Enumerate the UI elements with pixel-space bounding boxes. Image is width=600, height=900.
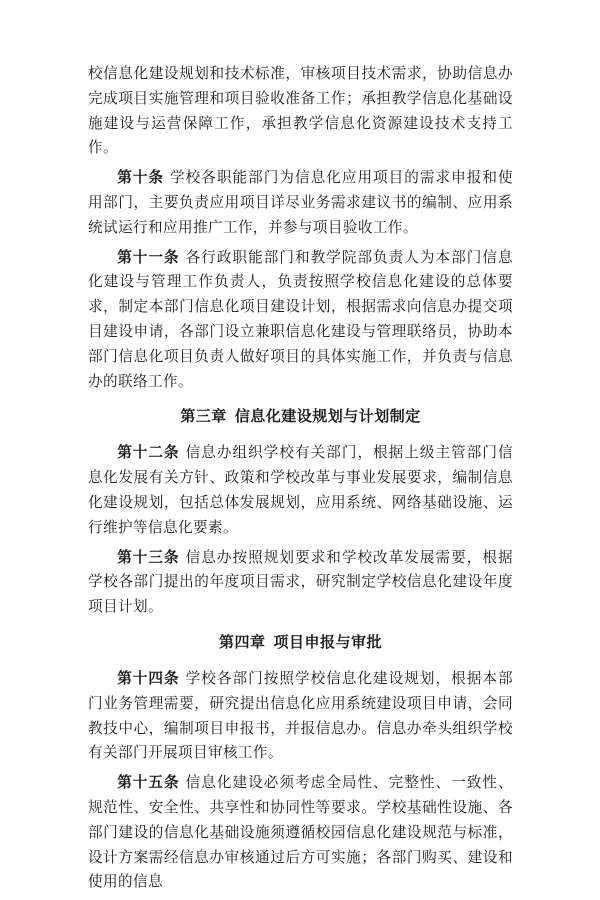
chapter-number: 第三章 [180, 407, 227, 426]
chapter-title: 项目申报与审批 [273, 632, 383, 651]
article-paragraph [88, 62, 513, 161]
article-paragraph [88, 771, 513, 895]
article-number: 第十条 [117, 169, 165, 187]
article-text: 信息办组织学校有关部门，根据上级主管部门信息化发展有关方针、政策和学校改革与事业发展要求，编制信息化建设规划，包括总体发展规划，应用系统、网络基础设施、运行维护等信息化要素。 [88, 444, 513, 536]
article-paragraph [88, 546, 513, 620]
article-text: 学校各职能部门为信息化应用项目的需求申报和使用部门，主要负责应用项目详尽业务需求建议书的编制、应用系统试运行和应用推广工作，并参与项目验收工作。 [88, 169, 513, 236]
article-text: 信息办按照规划要求和学校改革发展需要，根据学校各部门提出的年度项目需求，研究制定学校信息化建设年度项目计划。 [88, 548, 513, 616]
article-paragraph [88, 667, 513, 766]
article-text: 各行政职能部门和教学院部负责人为本部门信息化建设与管理工作负责人，负责按照学校信息化建设的总体要求，制定本部门信息化项目建设计划，根据需求向信息办提交项目建设申请，各部门设立兼职信息化建设与管理联络员，协助本部门信息化项目负责人做好项目的具体实施工作，并负责与信息办的联络工作。 [88, 248, 513, 390]
article-paragraph [88, 441, 513, 540]
chapter-number: 第四章 [218, 632, 266, 651]
article-paragraph [88, 246, 513, 395]
article-text: 信息化建设必须考虑全局性、完整性、一致性、规范性、安全性、共享性和协同性等要求。学校基础性设施、各部门建设的信息化基础设施须遵循校园信息化建设规范与标准，设计方案需经信息办审核通过后方可实施；各部门购买、建设和使用的信息 [88, 774, 513, 891]
document-page [88, 62, 513, 900]
article-number: 第十三条 [117, 548, 180, 566]
article-number: 第十四条 [117, 669, 180, 687]
article-number: 第十二条 [117, 444, 180, 462]
article-number: 第十一条 [117, 248, 180, 266]
chapter-heading [88, 404, 513, 428]
chapter-title: 信息化建设规划与计划制定 [234, 407, 421, 426]
article-text: 学校各部门按照学校信息化建设规划，根据本部门业务管理需要，研究提出信息化应用系统建设项目申请，会同教技中心，编制项目申报书，并报信息办。信息办牵头组织学校有关部门开展项目审核工作。 [88, 669, 513, 762]
chapter-heading [88, 630, 513, 654]
article-text: 校信息化建设规划和技术标准，审核项目技术需求，协助信息办完成项目实施管理和项目验收准备工作；承担教学信息化基础设施建设与运营保障工作，承担教学信息化资源建设技术支持工作。 [88, 65, 513, 157]
article-paragraph [88, 166, 513, 240]
article-number: 第十五条 [117, 774, 180, 792]
